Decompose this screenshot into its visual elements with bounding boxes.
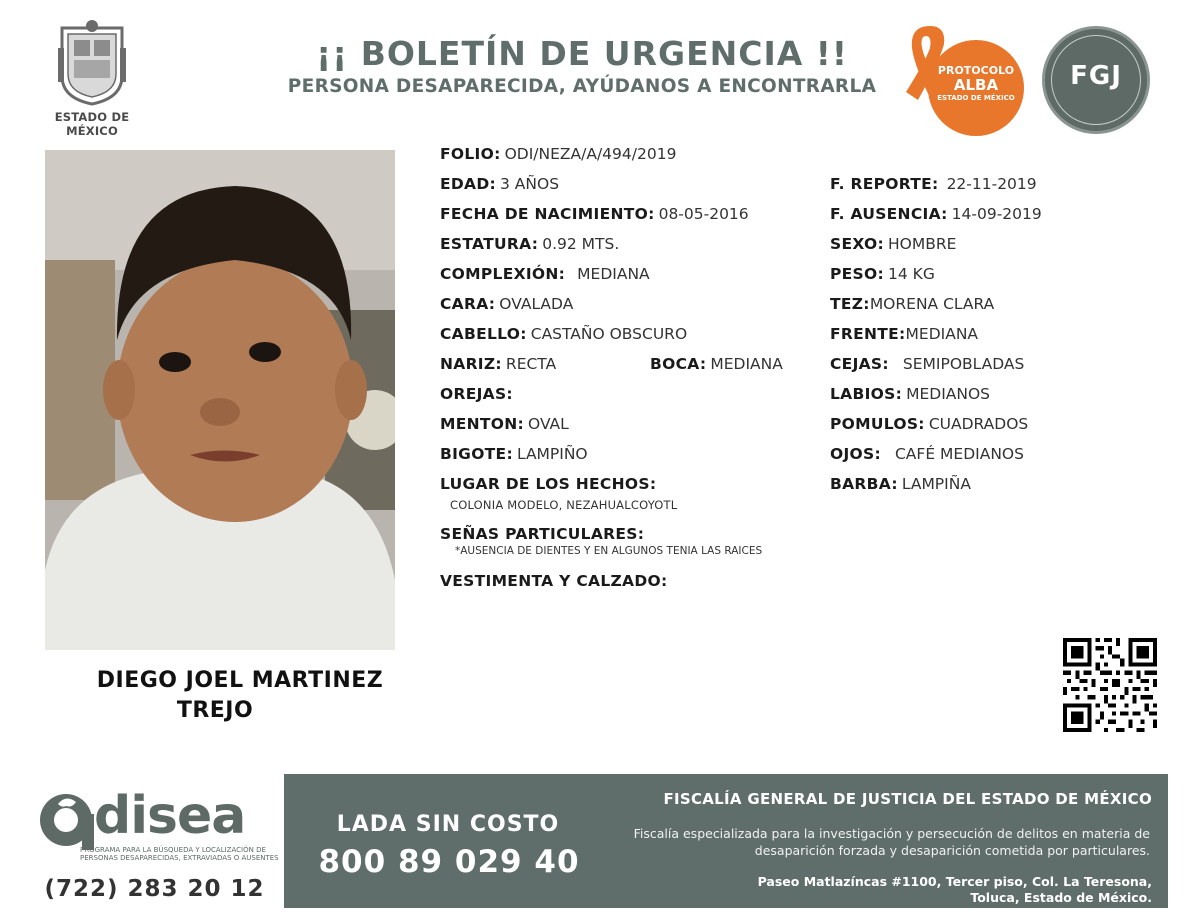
person-name-line1: DIEGO JOEL MARTINEZ — [96, 668, 384, 693]
state-label: ESTADO DE MÉXICO — [54, 110, 130, 138]
field-lugar-hechos-value: COLONIA MODELO, NEZAHUALCOYOTL — [450, 498, 678, 512]
agency-description: Fiscalía especializada para la investigación y persecución de delitos en materia de desaparición forzada y desaparición cometida por particulares. — [633, 826, 1150, 858]
agency-address — [612, 874, 1152, 906]
estado-de-mexico-logo — [28, 18, 156, 138]
field-complexion: COMPLEXIÓN: MEDIANA — [440, 265, 650, 283]
field-senas: SEÑAS PARTICULARES: — [440, 525, 645, 543]
field-vestimenta: VESTIMENTA Y CALZADO: — [440, 572, 668, 590]
field-labios: LABIOS: MEDIANOS — [830, 385, 991, 403]
protocolo-alba-logo — [900, 20, 1032, 132]
field-senas-value: *AUSENCIA DE DIENTES Y EN ALGUNOS TENIA LAS RAICES — [455, 545, 763, 557]
field-orejas: OREJAS: — [440, 385, 513, 403]
field-frente: FRENTE:MEDIANA — [830, 325, 979, 343]
person-name-line2: TREJO — [176, 698, 254, 723]
field-cara: CARA: OVALADA — [440, 295, 574, 313]
field-pomulos: POMULOS: CUADRADOS — [830, 415, 1029, 433]
field-barba: BARBA: LAMPIÑA — [830, 475, 971, 493]
field-cejas: CEJAS: SEMIPOBLADAS — [830, 355, 1025, 373]
field-bigote: BIGOTE: LAMPIÑO — [440, 445, 588, 463]
field-sexo: SEXO: HOMBRE — [830, 235, 957, 253]
field-peso: PESO: 14 KG — [830, 265, 935, 283]
agency-name: FISCALÍA GENERAL DE JUSTICIA DEL ESTADO DE MÉXICO — [663, 790, 1152, 808]
qr-code-icon — [1063, 638, 1157, 732]
missing-person-photo — [45, 150, 395, 650]
odisea-description: PROGRAMA PARA LA BÚSQUEDA Y LOCALIZACIÓN DE PERSONAS DESAPARECIDAS, EXTRAVIADAS O AUSENTES — [80, 846, 279, 862]
field-boca: BOCA: MEDIANA — [650, 355, 783, 373]
qr-code[interactable] — [1063, 638, 1157, 732]
fgj-logo-text: FGJ — [1070, 61, 1122, 91]
field-folio: FOLIO: ODI/NEZA/A/494/2019 — [440, 145, 677, 163]
contact-bar — [284, 774, 1168, 908]
field-edad: EDAD: 3 AÑOS — [440, 175, 560, 193]
field-ojos: OJOS: CAFÉ MEDIANOS — [830, 445, 1024, 463]
field-fecha-nacimiento: FECHA DE NACIMIENTO: 08-05-2016 — [440, 205, 749, 223]
bulletin-title: ¡¡ BOLETÍN DE URGENCIA !! — [316, 34, 848, 73]
field-fecha-reporte: F. REPORTE: 22-11-2019 — [830, 175, 1037, 193]
coat-of-arms-icon — [52, 18, 132, 106]
field-cabello: CABELLO: CASTAÑO OBSCURO — [440, 325, 688, 343]
field-tez: TEZ:MORENA CLARA — [830, 295, 995, 313]
fgj-seal — [1042, 26, 1150, 134]
field-nariz: NARIZ: RECTA — [440, 355, 557, 373]
odisea-phone[interactable]: (722) 283 20 12 — [44, 876, 265, 902]
lada-label: LADA SIN COSTO — [336, 812, 560, 837]
field-fecha-ausencia: F. AUSENCIA: 14-09-2019 — [830, 205, 1042, 223]
odisea-wordmark: disea — [94, 786, 246, 846]
lada-number[interactable]: 800 89 029 40 — [318, 844, 580, 880]
field-menton: MENTON: OVAL — [440, 415, 569, 433]
odisea-logo — [32, 780, 277, 910]
bulletin-subtitle: PERSONA DESAPARECIDA, AYÚDANOS A ENCONTRARLA — [287, 76, 877, 97]
address-line2: Toluca, Estado de México. — [970, 890, 1152, 905]
field-lugar-hechos: LUGAR DE LOS HECHOS: — [440, 475, 657, 493]
child-portrait-image — [45, 150, 395, 650]
address-line1: Paseo Matlazíncas #1100, Tercer piso, Col. La Teresona, — [757, 874, 1152, 889]
alba-badge: PROTOCOLO ALBA ESTADO DE MÉXICO — [928, 40, 1024, 136]
field-estatura: ESTATURA: 0.92 MTS. — [440, 235, 620, 253]
